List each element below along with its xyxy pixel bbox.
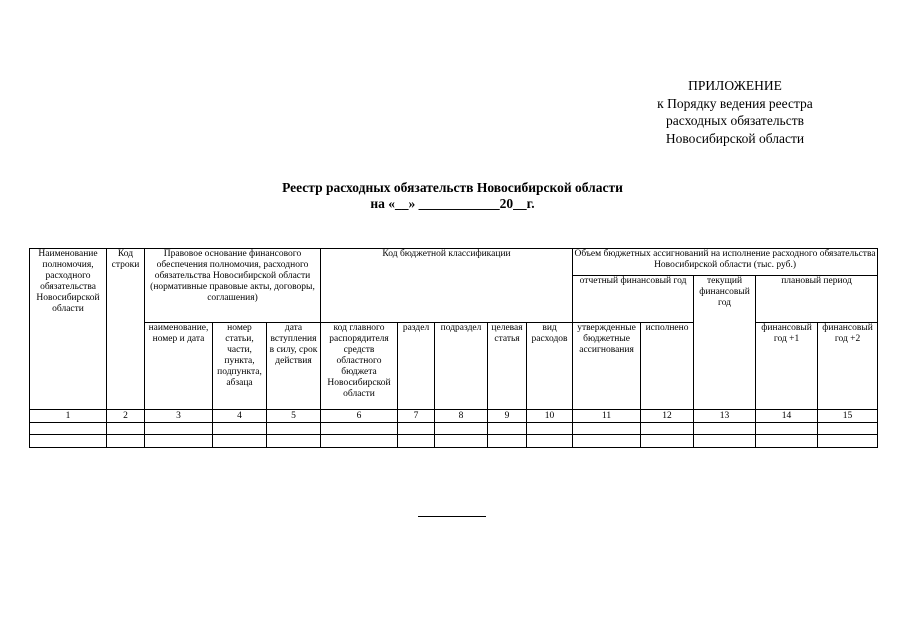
table-cell bbox=[30, 423, 107, 435]
registry-table bbox=[29, 248, 878, 448]
document-title-date: на «__» ____________20__г. bbox=[370, 196, 535, 211]
header-obligation-name: Наименование полномочия, расходного обязательства Новосибирской области bbox=[30, 249, 107, 410]
table-cell bbox=[107, 435, 145, 448]
header-current-year: текущий финансовый год bbox=[694, 276, 756, 410]
footer-separator-line bbox=[418, 516, 486, 517]
table-row bbox=[30, 423, 878, 435]
column-number: 1 bbox=[30, 410, 107, 423]
table-cell bbox=[488, 435, 527, 448]
table-cell bbox=[398, 435, 435, 448]
column-number: 12 bbox=[641, 410, 694, 423]
table-header-row bbox=[30, 249, 878, 276]
table-cell bbox=[641, 435, 694, 448]
appendix-line: к Порядку ведения реестра bbox=[657, 95, 813, 111]
header-plan-year-1: финансовый год +1 bbox=[756, 323, 818, 410]
header-planning-period: плановый период bbox=[756, 276, 878, 323]
header-effective-date: дата вступления в силу, срок действия bbox=[267, 323, 321, 410]
table-cell bbox=[145, 423, 213, 435]
table-cell bbox=[213, 423, 267, 435]
table-cell bbox=[641, 423, 694, 435]
table-cell bbox=[321, 435, 398, 448]
column-number: 14 bbox=[756, 410, 818, 423]
table-row bbox=[30, 435, 878, 448]
column-number: 13 bbox=[694, 410, 756, 423]
column-number: 15 bbox=[818, 410, 878, 423]
header-plan-year-2: финансовый год +2 bbox=[818, 323, 878, 410]
appendix-title: ПРИЛОЖЕНИЕ bbox=[688, 78, 782, 93]
table-cell bbox=[527, 423, 573, 435]
header-reporting-year: отчетный финансовый год bbox=[573, 276, 694, 323]
column-number: 9 bbox=[488, 410, 527, 423]
header-legal-basis: Правовое основание финансового обеспечения полномочия, расходного обязательства Новосибирской области (нормативные правовые акты, договоры, соглашения) bbox=[145, 249, 321, 323]
table-cell bbox=[756, 435, 818, 448]
table-cell bbox=[756, 423, 818, 435]
table-cell bbox=[267, 423, 321, 435]
document-title bbox=[0, 180, 905, 212]
table-column-numbers bbox=[30, 410, 878, 423]
header-subsection: подраздел bbox=[435, 323, 488, 410]
column-number: 2 bbox=[107, 410, 145, 423]
header-executed: исполнено bbox=[641, 323, 694, 410]
table-cell bbox=[321, 423, 398, 435]
column-number: 4 bbox=[213, 410, 267, 423]
table-cell bbox=[527, 435, 573, 448]
table-cell bbox=[694, 423, 756, 435]
header-act-name-date: наименование, номер и дата bbox=[145, 323, 213, 410]
table-cell bbox=[213, 435, 267, 448]
column-number: 3 bbox=[145, 410, 213, 423]
table-cell bbox=[573, 423, 641, 435]
header-section: раздел bbox=[398, 323, 435, 410]
document-title-main: Реестр расходных обязательств Новосибирской области bbox=[282, 180, 623, 195]
table-cell bbox=[818, 423, 878, 435]
header-expense-type: вид расходов bbox=[527, 323, 573, 410]
table-cell bbox=[488, 423, 527, 435]
header-allocations-volume: Объем бюджетных ассигнований на исполнение расходного обязательства Новосибирской области (тыс. руб.) bbox=[573, 249, 878, 276]
table-cell bbox=[30, 435, 107, 448]
column-number: 8 bbox=[435, 410, 488, 423]
appendix-line: Новосибирской области bbox=[665, 130, 805, 146]
table-cell bbox=[573, 435, 641, 448]
table-cell bbox=[435, 435, 488, 448]
table-cell bbox=[398, 423, 435, 435]
column-number: 7 bbox=[398, 410, 435, 423]
header-budget-classification: Код бюджетной классификации bbox=[321, 249, 573, 323]
column-number: 6 bbox=[321, 410, 398, 423]
appendix-header bbox=[600, 77, 870, 147]
table-cell bbox=[107, 423, 145, 435]
header-article-number: номер статьи, части, пункта, подпункта, абзаца bbox=[213, 323, 267, 410]
header-manager-code: код главного распорядителя средств областного бюджета Новосибирской области bbox=[321, 323, 398, 410]
column-number: 5 bbox=[267, 410, 321, 423]
header-target-article: целевая статья bbox=[488, 323, 527, 410]
appendix-line: расходных обязательств bbox=[666, 113, 804, 128]
column-number: 10 bbox=[527, 410, 573, 423]
table-cell bbox=[694, 435, 756, 448]
column-number: 11 bbox=[573, 410, 641, 423]
table-cell bbox=[267, 435, 321, 448]
header-approved-allocations: утвержденные бюджетные ассигнования bbox=[573, 323, 641, 410]
table-cell bbox=[145, 435, 213, 448]
table-cell bbox=[435, 423, 488, 435]
header-row-code: Код строки bbox=[107, 249, 145, 410]
table-cell bbox=[818, 435, 878, 448]
